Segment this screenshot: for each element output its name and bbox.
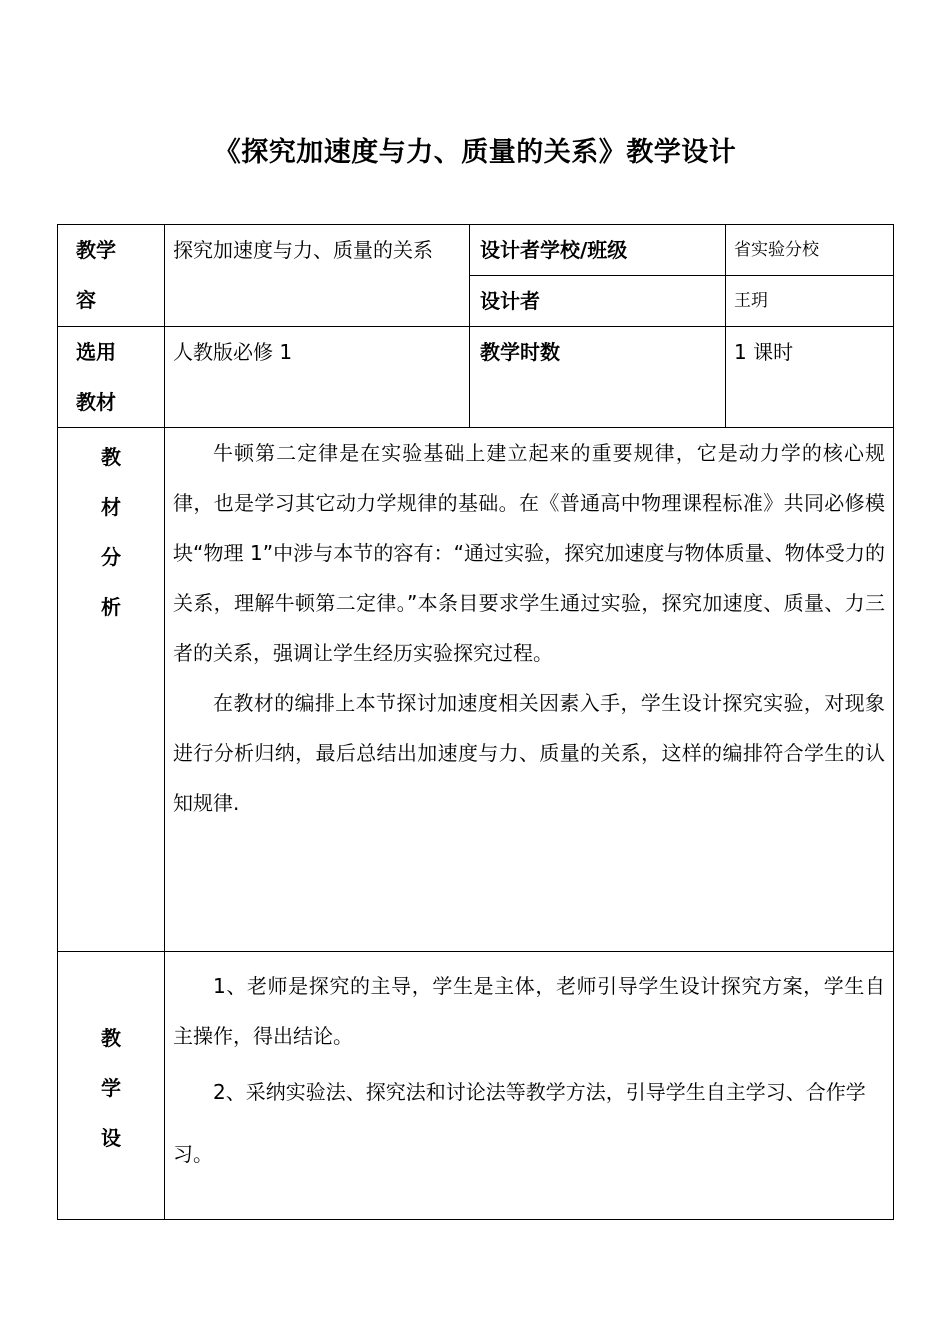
design-label-char: 设	[101, 1125, 121, 1150]
row-design	[58, 952, 894, 1220]
page-title: 《探究加速度与力、质量的关系》教学设计	[213, 137, 737, 168]
content-label-cell	[58, 225, 165, 327]
textbook-label-line2: 教材	[76, 390, 116, 414]
designer-label: 设计者	[470, 276, 726, 327]
textbook-label-line1: 选用	[76, 340, 116, 364]
content-value: 探究加速度与力、质量的关系	[165, 225, 470, 327]
row-analysis	[58, 428, 894, 952]
design-content	[165, 952, 894, 1220]
hours-label: 教学时数	[470, 327, 726, 428]
analysis-label-char: 分	[101, 545, 121, 569]
school-label: 设计者学校/班级	[470, 225, 726, 276]
content-label-line1: 教学	[76, 238, 116, 262]
analysis-label-char: 析	[101, 595, 121, 619]
analysis-label-char: 材	[101, 495, 121, 519]
design-item-1: 1、老师是探究的主导，学生是主体，老师引导学生设计探究方案，学生自主操作，得出结论。	[173, 974, 885, 1048]
textbook-label-cell	[58, 327, 165, 428]
analysis-label-char: 教	[101, 445, 121, 469]
content-label-line2: 容	[76, 288, 96, 312]
lesson-plan-table	[57, 224, 894, 1220]
design-item-2: 2、采纳实验法、探究法和讨论法等教学方法，引导学生自主学习、合作学习。	[173, 1080, 866, 1166]
school-value: 省实验分校	[726, 225, 894, 276]
designer-value: 王玥	[726, 276, 894, 327]
analysis-content	[165, 428, 894, 952]
design-label-char: 学	[101, 1075, 121, 1100]
analysis-paragraph-1: 牛顿第二定律是在实验基础上建立起来的重要规律，它是动力学的核心规律，也是学习其它动力学规律的基础。在《普通高中物理课程标准》共同必修模块“物理 1”中涉与本节的容有：“通过实验，探究加速度与物体质量、物体受力的关系，理解牛顿第二定律。”本条目要求学生通过实验，探究加速度、质量、力三者的关系，强调让学生经历实验探究过程。	[173, 441, 885, 665]
design-label	[58, 952, 165, 1220]
hours-value: 1 课时	[726, 327, 894, 428]
analysis-paragraph-2: 在教材的编排上本节探讨加速度相关因素入手，学生设计探究实验，对现象进行分析归纳，最后总结出加速度与力、质量的关系，这样的编排符合学生的认知规律.	[173, 691, 885, 815]
row-textbook	[58, 327, 894, 428]
analysis-label	[58, 428, 165, 952]
design-label-char: 教	[101, 1025, 121, 1050]
row-content	[58, 225, 894, 276]
textbook-value: 人教版必修 1	[165, 327, 470, 428]
